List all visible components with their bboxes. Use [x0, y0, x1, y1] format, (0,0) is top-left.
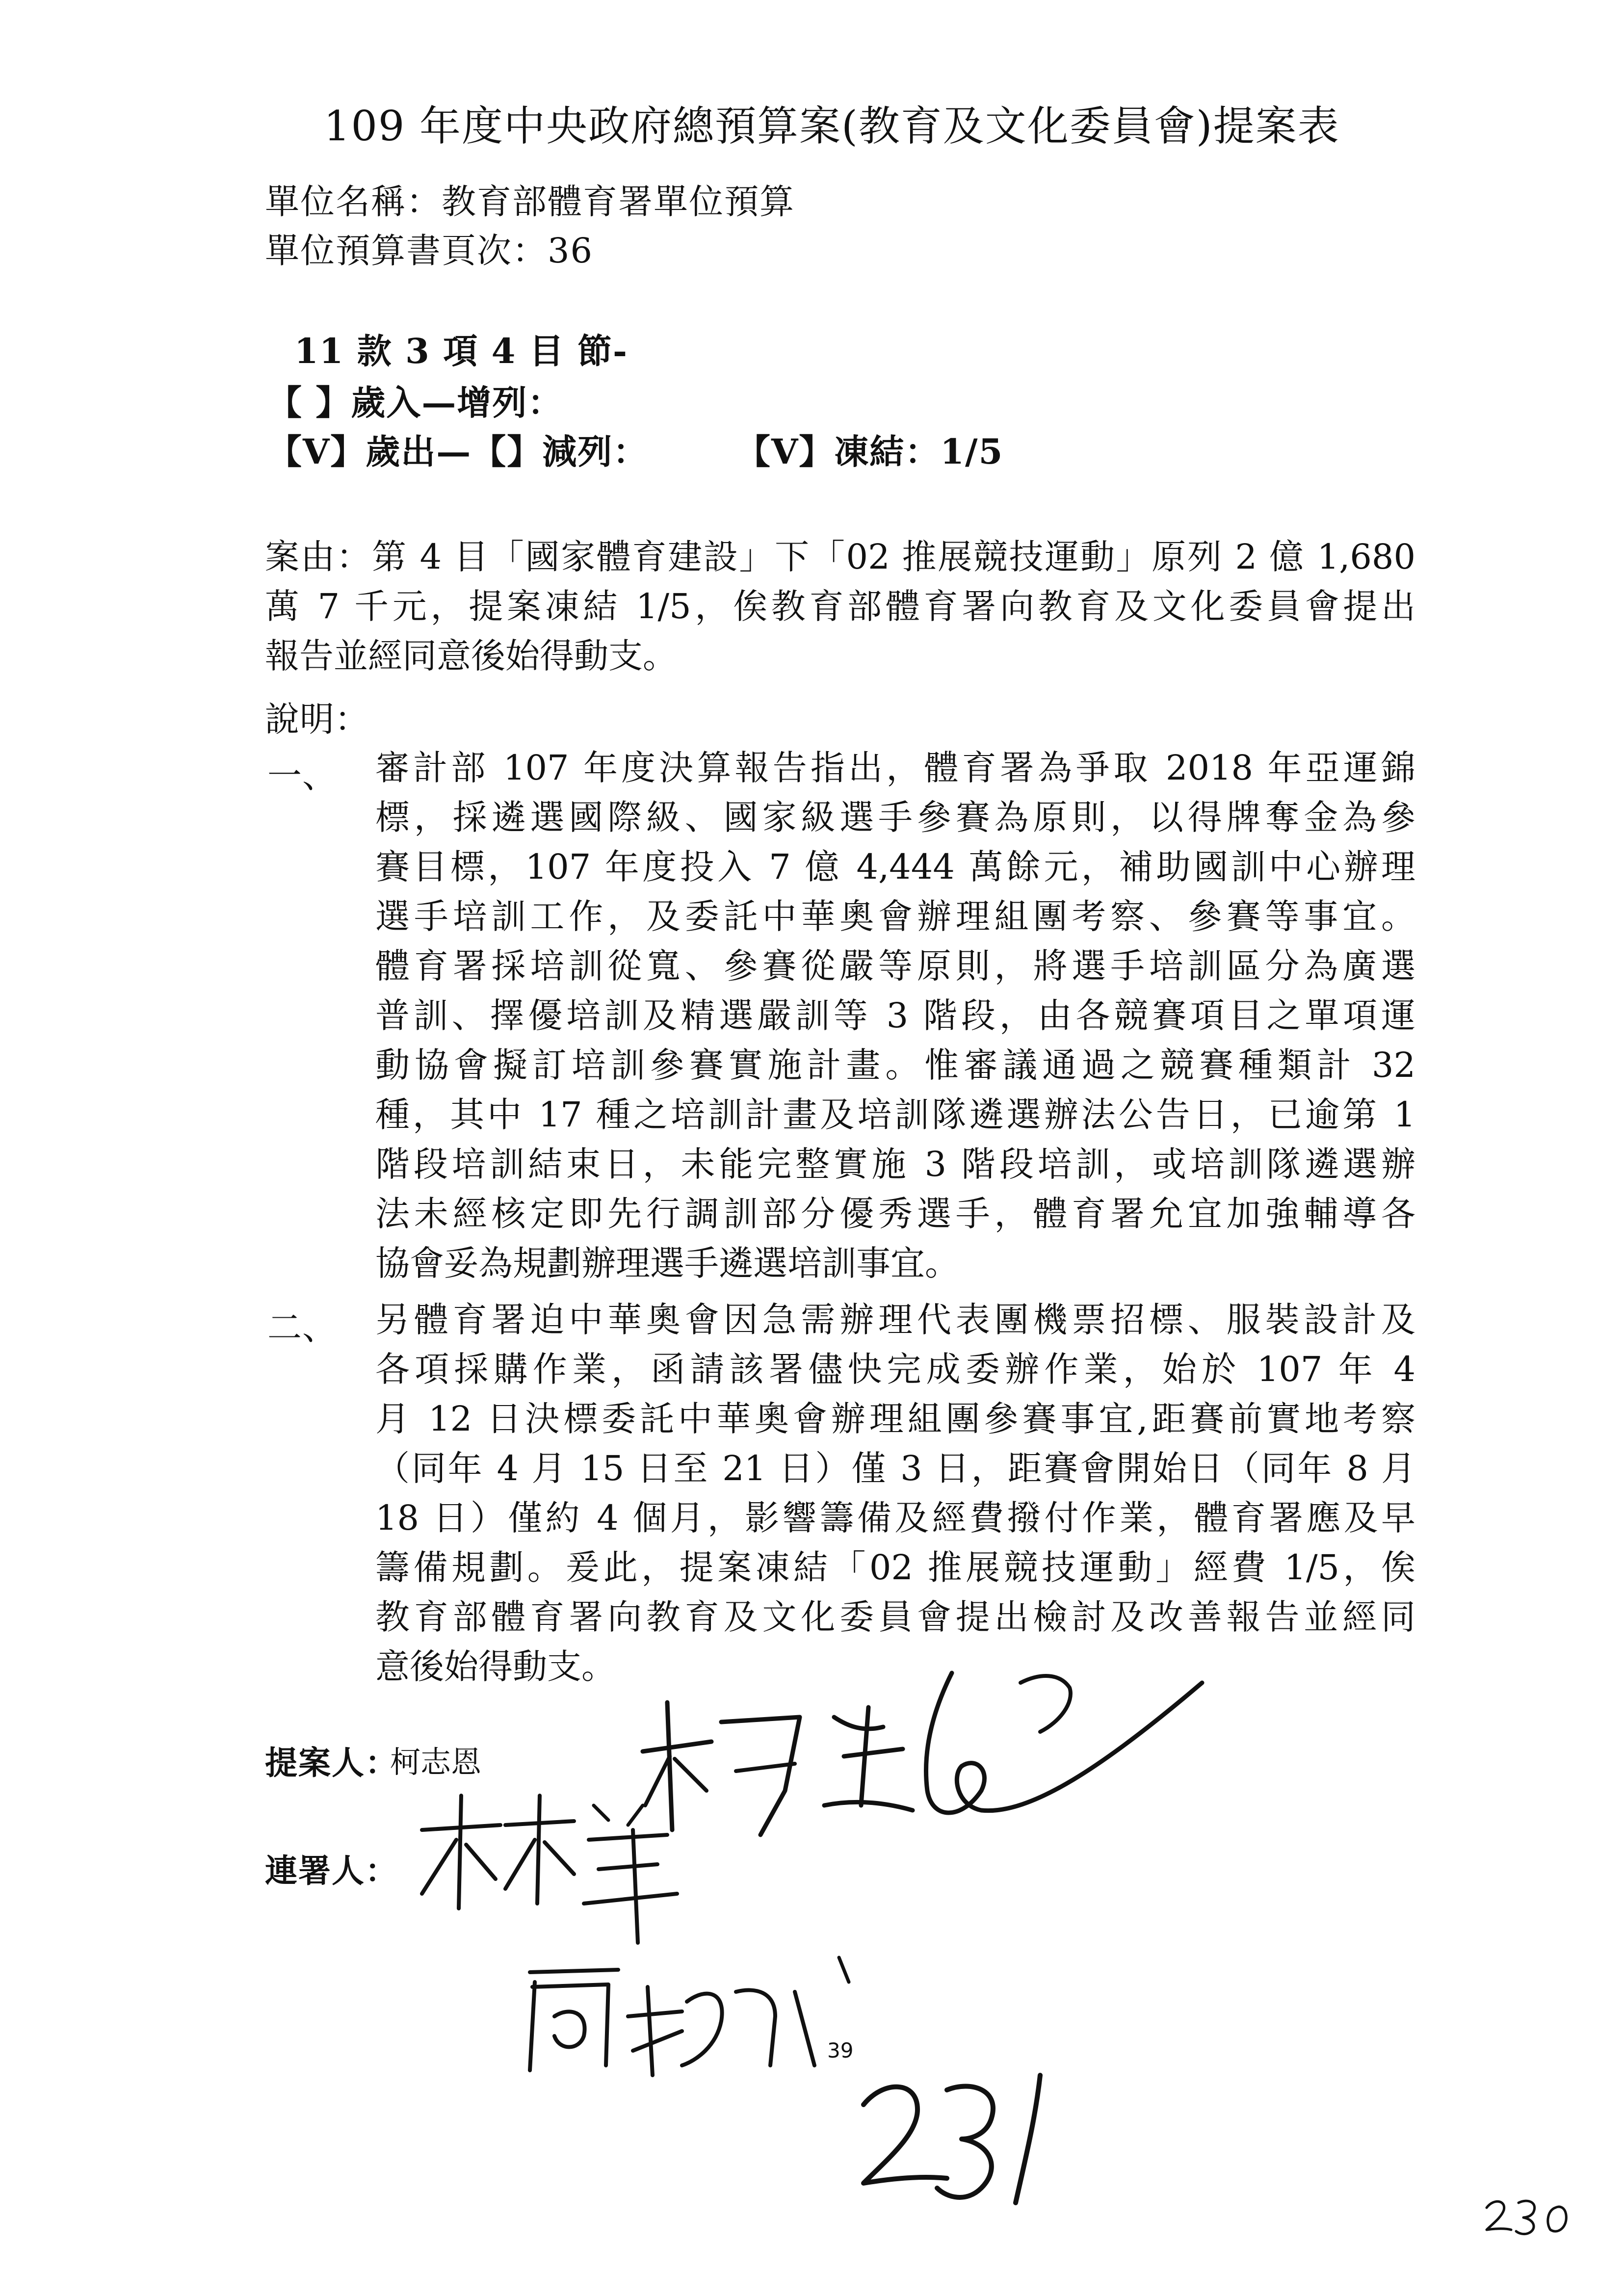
- unit-name: 單位名稱：教育部體育署單位預算: [265, 182, 795, 222]
- item-marker-2: 二、: [267, 1307, 337, 1348]
- item-line: 月 12 日決標委託中華奧會辦理組團參賽事宜,距賽前實地考察: [375, 1399, 1415, 1439]
- cosigner-signature-image: [412, 1786, 756, 1948]
- proposer-name: 柯志恩: [390, 1744, 482, 1780]
- item-line: （同年 4 月 15 日至 21 日）僅 3 日，距賽會開始日（同年 8 月: [375, 1448, 1415, 1488]
- revenue-increase-line: 【 】歲入—增列：: [267, 382, 563, 423]
- reason-line: 報告並經同意後始得動支。: [265, 636, 677, 676]
- reason-paragraph: [265, 532, 1415, 681]
- item-line: 另體育署迫中華奧會因急需辦理代表團機票招標、服裝設計及: [375, 1300, 1415, 1340]
- handwritten-number-image: [854, 2061, 1060, 2208]
- page-number: 39: [827, 2038, 854, 2062]
- explanation-item-1: [375, 743, 1415, 1288]
- expenditure-reduce-line: 【V】歲出—【】減列：: [267, 431, 649, 472]
- item-line: 標，採遴選國際級、國家級選手參賽為原則，以得牌奪金為參: [375, 797, 1415, 837]
- item-line: 法未經核定即先行調訓部分優秀選手，體育署允宜加強輔導各: [375, 1194, 1415, 1234]
- corner-number-image: [1482, 2188, 1580, 2242]
- item-line: 各項採購作業，函請該署儘快完成委辦作業，始於 107 年 4: [375, 1349, 1415, 1389]
- item-line: 教育部體育署向教育及文化委員會提出檢討及改善報告並經同: [375, 1597, 1415, 1637]
- budget-classification: 11 款 3 項 4 目 節-: [294, 331, 629, 371]
- proposer-label: 提案人：: [265, 1744, 398, 1782]
- item-line: 籌備規劃。爰此，提案凍結「02 推展競技運動」經費 1/5，俟: [375, 1547, 1415, 1588]
- approval-mark-image: [520, 1943, 893, 2090]
- item-line: 審計部 107 年度決算報告指出，體育署為爭取 2018 年亞運錦: [375, 748, 1415, 788]
- explanation-label: 說明：: [265, 699, 369, 739]
- document-title: 109 年度中央政府總預算案(教育及文化委員會)提案表: [324, 102, 1340, 150]
- explanation-item-2: [375, 1295, 1415, 1692]
- cosigner-label: 連署人：: [265, 1852, 398, 1890]
- unit-budget-page: 單位預算書頁次：36: [265, 231, 594, 271]
- item-line: 意後始得動支。: [375, 1646, 616, 1687]
- item-line: 體育署採培訓從寬、參賽從嚴等原則，將選手培訓區分為廣選: [375, 946, 1415, 986]
- item-line: 種，其中 17 種之培訓計畫及培訓隊遴選辦法公告日，已逾第 1: [375, 1095, 1415, 1135]
- item-line: 協會妥為規劃辦理選手遴選培訓事宜。: [375, 1243, 959, 1283]
- item-line: 普訓、擇優培訓及精選嚴訓等 3 階段，由各競賽項目之單項運: [375, 995, 1415, 1036]
- reason-line: 案由：第 4 目「國家體育建設」下「02 推展競技運動」原列 2 億 1,680: [265, 537, 1415, 577]
- item-line: 選手培訓工作，及委託中華奧會辦理組團考察、參賽等事宜。: [375, 896, 1415, 937]
- item-line: 動協會擬訂培訓參賽實施計畫。惟審議通過之競賽種類計 32: [375, 1045, 1415, 1085]
- item-line: 18 日）僅約 4 個月，影響籌備及經費撥付作業，體育署應及早: [375, 1498, 1415, 1538]
- freeze-line: 【V】凍結：1/5: [736, 431, 1004, 472]
- item-marker-1: 一、: [267, 756, 337, 796]
- item-line: 階段培訓結束日，未能完整實施 3 階段培訓，或培訓隊遴選辦: [375, 1144, 1415, 1184]
- reason-line: 萬 7 千元，提案凍結 1/5，俟教育部體育署向教育及文化委員會提出: [265, 586, 1415, 626]
- item-line: 賽目標，107 年度投入 7 億 4,444 萬餘元，補助國訓中心辦理: [375, 847, 1415, 887]
